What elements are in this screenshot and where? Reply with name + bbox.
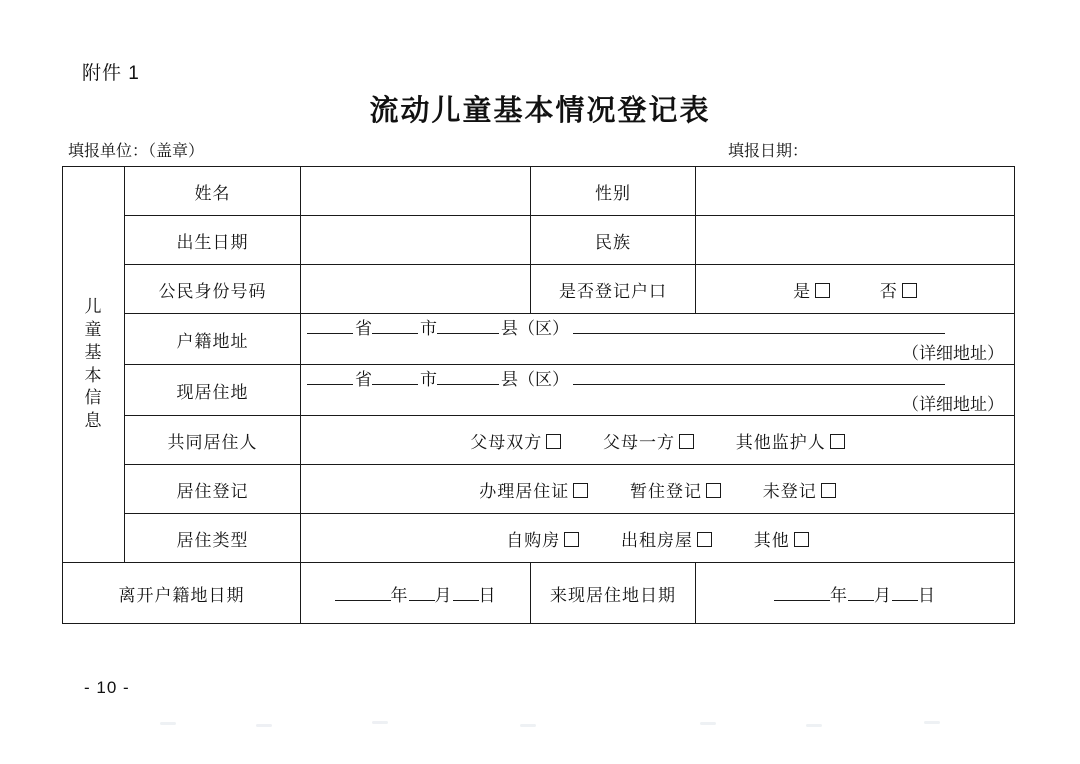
label-residence-registration: 居住登记 [125,465,301,514]
option-other-housing[interactable] [754,526,809,551]
reporting-date-label: 填报日期： [728,143,809,160]
label-current-address: 现居住地 [125,365,301,416]
scan-artifact [0,718,1080,732]
option-cohabitant-both-parents[interactable] [470,428,561,453]
address-line [307,365,949,390]
scan-speck [520,724,536,727]
label-gender: 性别 [531,167,696,216]
registration-form-table [62,166,1015,624]
option-cohabitant-one-parent[interactable] [603,428,694,453]
blank-city[interactable] [372,333,418,334]
scan-speck [372,721,388,724]
field-leave-date-value[interactable] [301,563,531,624]
option-cohabitant-other-guardian[interactable] [736,428,845,453]
label-city: 市 [420,319,437,338]
field-residence-type-options [301,514,1015,563]
field-name-value[interactable] [301,167,531,216]
blank-year[interactable] [335,600,391,601]
field-arrive-date-value[interactable] [696,563,1015,624]
option-label: 父母双方 [470,432,543,452]
label-month: 月 [874,585,892,605]
checkbox-icon[interactable] [821,483,836,498]
field-cohabitant-options [301,416,1015,465]
blank-city[interactable] [372,384,418,385]
checkbox-icon[interactable] [679,434,694,449]
scan-speck [806,724,822,727]
field-current-address-value[interactable] [301,365,1015,416]
label-day: 日 [478,585,497,605]
option-temporary-registration[interactable] [630,477,721,502]
checkbox-icon[interactable] [573,483,588,498]
field-id-number-value[interactable] [301,265,531,314]
field-gender-value[interactable] [696,167,1015,216]
scan-speck [160,722,176,725]
blank-province[interactable] [307,333,353,334]
side-header-child-basic-info [63,167,125,563]
option-rented-house[interactable] [621,526,712,551]
option-label: 自购房 [506,530,561,550]
option-not-registered[interactable] [763,477,836,502]
label-leave-date: 离开户籍地日期 [63,563,301,624]
scan-speck [924,721,940,724]
option-household-registered-yes[interactable] [793,277,830,302]
field-household-registered-options [696,265,1015,314]
label-county: 县（区） [501,319,569,338]
blank-day[interactable] [453,600,479,601]
blank-month[interactable] [848,600,874,601]
table-row-residence-registration [63,465,1015,514]
scan-speck [700,722,716,725]
page-title: 流动儿童基本情况登记表 [369,95,711,127]
blank-detail-address[interactable] [573,333,945,334]
label-birthdate: 出生日期 [125,216,301,265]
checkbox-icon[interactable] [794,532,809,547]
label-year: 年 [830,585,848,605]
checkbox-icon[interactable] [706,483,721,498]
label-household-address: 户籍地址 [125,314,301,365]
option-owned-house[interactable] [506,526,579,551]
label-day: 日 [918,585,936,605]
table-row-household-address [63,314,1015,365]
option-label: 未登记 [762,481,817,501]
form-meta-row [68,138,1012,160]
table-row-cohabitant [63,416,1015,465]
label-city: 市 [420,370,437,389]
table-row-residence-type [63,514,1015,563]
table-row-name [63,167,1015,216]
checkbox-icon[interactable] [815,283,830,298]
label-id-number: 公民身份号码 [125,265,301,314]
attachment-label: 附件 1 [82,63,140,84]
address-detail-note: （详细地址） [902,395,1004,414]
checkbox-icon[interactable] [564,532,579,547]
label-province: 省 [355,319,372,338]
option-label: 办理居住证 [479,481,570,501]
blank-day[interactable] [892,600,918,601]
option-label: 出租房屋 [621,530,693,550]
address-line [307,314,949,339]
checkbox-icon[interactable] [546,434,561,449]
blank-county[interactable] [437,384,499,385]
table-row-birthdate [63,216,1015,265]
checkbox-icon[interactable] [830,434,845,449]
blank-month[interactable] [409,600,435,601]
option-label: 暂住登记 [630,481,702,501]
blank-year[interactable] [774,600,830,601]
address-detail-note: （详细地址） [902,344,1004,363]
option-label: 其他 [753,530,790,550]
field-birthdate-value[interactable] [301,216,531,265]
blank-detail-address[interactable] [573,384,945,385]
option-label: 否 [879,281,898,301]
option-label: 父母一方 [603,432,675,452]
field-residence-registration-options [301,465,1015,514]
option-label: 其他监护人 [735,432,826,452]
reporting-unit-label: 填报单位：（盖章） [68,143,205,160]
page-number: - 10 - [84,678,130,697]
option-label: 是 [793,281,812,301]
table-row-dates [63,563,1015,624]
checkbox-icon[interactable] [902,283,917,298]
option-residence-permit[interactable] [479,477,588,502]
label-cohabitant: 共同居住人 [125,416,301,465]
label-year: 年 [390,585,409,605]
blank-province[interactable] [307,384,353,385]
label-name: 姓名 [125,167,301,216]
label-county: 县（区） [501,370,569,389]
scan-speck [256,724,272,727]
field-ethnicity-value[interactable] [696,216,1015,265]
label-household-registered: 是否登记户口 [531,265,696,314]
table-row-current-address [63,365,1015,416]
checkbox-icon[interactable] [697,532,712,547]
side-header-text: 儿童基本信息 [84,296,103,431]
field-household-address-value[interactable] [301,314,1015,365]
blank-county[interactable] [437,333,499,334]
label-month: 月 [434,585,453,605]
label-arrive-date: 来现居住地日期 [531,563,696,624]
table-row-id-number [63,265,1015,314]
label-ethnicity: 民族 [531,216,696,265]
option-household-registered-no[interactable] [880,277,917,302]
label-province: 省 [355,370,372,389]
label-residence-type: 居住类型 [125,514,301,563]
